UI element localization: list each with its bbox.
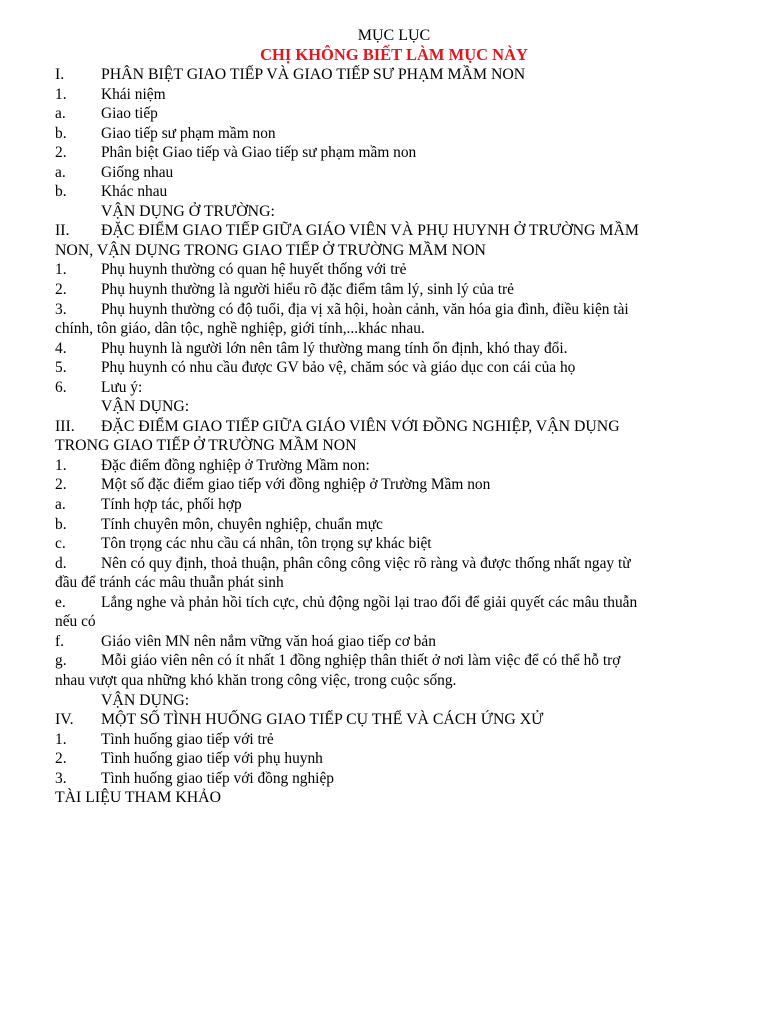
toc-line-marker: d. (55, 554, 67, 572)
toc-line-text: ĐẶC ĐIỂM GIAO TIẾP GIỮA GIÁO VIÊN VÀ PHỤ HUYNH Ở TRƯỜNG MẦM (101, 222, 639, 240)
toc-line (55, 397, 745, 417)
toc-line-marker: IV. (55, 711, 74, 729)
toc-line (55, 456, 745, 476)
toc-line-text: Khác nhau (101, 183, 168, 201)
toc-line-text: Nên có quy định, thoả thuận, phân công công việc rõ ràng và được thống nhất ngay từ (101, 554, 631, 572)
toc-line-marker: I. (55, 66, 65, 83)
toc-line-marker: b. (55, 515, 67, 533)
toc-line (55, 221, 745, 241)
toc-line-text: Mỗi giáo viên nên có ít nhất 1 đồng nghiệp thân thiết ở nơi làm việc để có thể hỗ trợ (101, 652, 621, 670)
toc-line-text: Tình huống giao tiếp với đồng nghiệp (101, 769, 334, 787)
toc-line-text: Phân biệt Giao tiếp và Giao tiếp sư phạm mầm non (101, 144, 417, 162)
toc-line (55, 339, 745, 359)
toc-line-text: Giao tiếp (101, 105, 158, 123)
toc-line-marker: f. (55, 632, 64, 650)
toc-line-text: Lắng nghe và phản hồi tích cực, chủ động ngồi lại trao đổi để giải quyết các mâu thuẫn (101, 593, 638, 611)
toc-line-text: VẬN DỤNG Ở TRƯỜNG: (101, 202, 275, 220)
toc-line (55, 593, 745, 613)
toc-line-text: nhau vượt qua những khó khăn trong công việc, trong cuộc sống. (55, 671, 457, 689)
toc-line (55, 417, 745, 437)
toc-line (55, 534, 745, 554)
toc-line-marker: a. (55, 163, 66, 181)
toc-line (55, 378, 745, 398)
toc-line-marker: 6. (55, 378, 67, 396)
toc-line (55, 280, 745, 300)
table-of-contents (55, 65, 745, 808)
toc-line (55, 515, 745, 535)
toc-line-text: Tình huống giao tiếp với trẻ (101, 730, 274, 748)
toc-line (55, 730, 745, 750)
toc-line-text: nếu có (55, 613, 96, 631)
toc-line (55, 769, 745, 789)
toc-line (55, 612, 745, 632)
toc-line (55, 788, 745, 808)
toc-line-marker: c. (55, 535, 66, 553)
toc-line (55, 436, 745, 456)
toc-line-text: đầu để tránh các mâu thuẫn phát sinh (55, 574, 284, 592)
toc-line-marker: 2. (55, 281, 67, 299)
toc-line (55, 358, 745, 378)
toc-line (55, 475, 745, 495)
toc-line (55, 573, 745, 593)
toc-line-text: TRONG GIAO TIẾP Ở TRƯỜNG MẦM NON (55, 437, 357, 455)
toc-line-text: Giáo viên MN nên nắm vững văn hoá giao tiếp cơ bản (101, 632, 436, 650)
toc-line-marker: III. (55, 417, 75, 435)
red-note: CHỊ KHÔNG BIẾT LÀM MỤC NÀY (260, 45, 528, 64)
toc-line-marker: 1. (55, 730, 67, 748)
toc-line-text: Khái niệm (101, 85, 166, 103)
toc-line-marker: g. (55, 652, 67, 670)
toc-line (55, 319, 745, 339)
toc-line-text: Phụ huynh thường có quan hệ huyết thống với trẻ (101, 261, 407, 279)
toc-line-text: ĐẶC ĐIỂM GIAO TIẾP GIỮA GIÁO VIÊN VỚI ĐỒNG NGHIỆP, VẬN DỤNG (101, 417, 620, 435)
toc-line (55, 691, 745, 711)
toc-line (55, 85, 745, 105)
toc-line (55, 300, 745, 320)
toc-line (55, 65, 745, 85)
toc-line-text: Phụ huynh thường là người hiểu rõ đặc điểm tâm lý, sinh lý của trẻ (101, 281, 514, 299)
toc-line-marker: a. (55, 496, 66, 514)
toc-line-text: Phụ huynh là người lớn nên tâm lý thường mang tính ổn định, khó thay đổi. (101, 339, 568, 357)
toc-line-text: Tôn trọng các nhu cầu cá nhân, tôn trọng sự khác biệt (101, 535, 432, 553)
toc-line (55, 241, 745, 261)
toc-line-marker: 1. (55, 456, 67, 474)
toc-line (55, 163, 745, 183)
toc-line-marker: 2. (55, 476, 67, 494)
toc-line-text: PHÂN BIỆT GIAO TIẾP VÀ GIAO TIẾP SƯ PHẠM MẦM NON (101, 66, 526, 83)
toc-line (55, 632, 745, 652)
toc-line-text: MỘT SỐ TÌNH HUỐNG GIAO TIẾP CỤ THỂ VÀ CÁCH ỨNG XỬ (101, 711, 544, 729)
toc-line (55, 749, 745, 769)
toc-line (55, 554, 745, 574)
toc-line-text: TÀI LIỆU THAM KHẢO (55, 789, 221, 807)
toc-line (55, 651, 745, 671)
toc-line-text: Tính chuyên môn, chuyên nghiệp, chuẩn mực (101, 515, 383, 533)
toc-line-marker: 3. (55, 769, 67, 787)
toc-line-marker: 1. (55, 85, 67, 103)
toc-line-marker: 1. (55, 261, 67, 279)
toc-line-text: Đặc điểm đồng nghiệp ở Trường Mầm non: (101, 456, 370, 474)
toc-line (55, 495, 745, 515)
toc-line-marker: II. (55, 222, 70, 240)
toc-line (55, 182, 745, 202)
toc-line-marker: 3. (55, 300, 67, 318)
toc-line-text: Lưu ý: (101, 378, 143, 396)
toc-line-marker: b. (55, 183, 67, 201)
toc-line-text: Giao tiếp sư phạm mầm non (101, 124, 276, 142)
toc-line-text: Tình huống giao tiếp với phụ huynh (101, 750, 323, 768)
toc-line-text: chính, tôn giáo, dân tộc, nghề nghiệp, giới tính,...khác nhau. (55, 320, 425, 338)
toc-line-text: VẬN DỤNG: (101, 398, 190, 416)
toc-line-text: Phụ huynh có nhu cầu được GV bảo vệ, chăm sóc và giáo dục con cái của họ (101, 359, 576, 377)
toc-line-text: Giống nhau (101, 163, 174, 181)
document-title: MỤC LỤC (357, 27, 431, 44)
toc-line (55, 202, 745, 222)
toc-line-marker: 4. (55, 339, 67, 357)
toc-line-text: Tính hợp tác, phối hợp (101, 496, 242, 514)
toc-line-marker: 2. (55, 144, 67, 162)
toc-line (55, 671, 745, 691)
toc-line-marker: 2. (55, 750, 67, 768)
toc-line-text: Phụ huynh thường có độ tuổi, địa vị xã hội, hoàn cảnh, văn hóa gia đình, điều kiện tài (101, 300, 629, 318)
toc-line (55, 124, 745, 144)
toc-line (55, 143, 745, 163)
toc-line (55, 104, 745, 124)
toc-line-marker: 5. (55, 359, 67, 377)
toc-line-text: VẬN DỤNG: (101, 691, 190, 709)
toc-line-marker: b. (55, 124, 67, 142)
toc-line-text: Một số đặc điểm giao tiếp với đồng nghiệp ở Trường Mầm non (101, 476, 491, 494)
toc-line-marker: e. (55, 593, 66, 611)
toc-line-marker: a. (55, 105, 66, 123)
toc-line (55, 260, 745, 280)
toc-line (55, 710, 745, 730)
toc-line-text: NON, VẬN DỤNG TRONG GIAO TIẾP Ở TRƯỜNG MẦM NON (55, 241, 486, 259)
